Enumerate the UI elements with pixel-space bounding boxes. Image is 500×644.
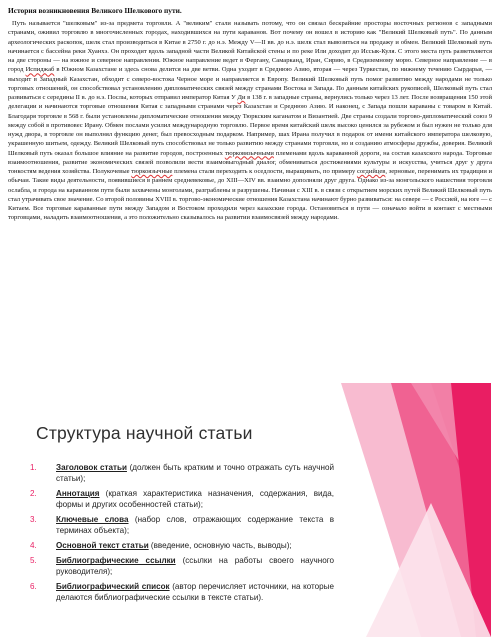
- slide-list-item: [22, 541, 334, 552]
- list-item-description: (автор перечисляет источники, на которые делаются библиографические ссылки в тексте статьи).: [56, 582, 334, 602]
- list-item-number: 1.: [30, 463, 37, 472]
- slide-list-item: [22, 463, 334, 484]
- list-item-number: 2.: [30, 488, 37, 498]
- document-body: [8, 19, 492, 223]
- list-item-term: Основной текст статьи: [56, 540, 149, 550]
- misspelled-word: Испиджаб: [25, 66, 55, 74]
- list-item-term: Заголовок статьи: [56, 463, 127, 472]
- list-item-number: 3.: [30, 514, 37, 524]
- slide-list-item: [22, 515, 334, 536]
- list-item-description: (введение, основную часть, выводы);: [148, 540, 292, 550]
- list-item-number: 6.: [30, 582, 37, 592]
- list-item-number: 5.: [30, 556, 37, 566]
- misspelled-word: тюрковязычными: [224, 149, 274, 157]
- slide-list-item: [22, 489, 334, 510]
- list-item-number: 4.: [30, 540, 37, 550]
- misspelled-word: согдийцев: [356, 168, 386, 175]
- misspelled-word: тюркоязычные: [131, 168, 173, 175]
- body-text-run: Путь называется "шелковым" из-за предмета торговли. А "великим" стали называть потому, что он связал бескрайние просторы восточных регионов с западными странами, оживил торговлю в многочисленных городах, находившихся на пути караванов. Вот почему он вошел в историю как "Великий Шелковый путь". По данным археологических раскопок, шелк стал производиться в Китае в 2750 г. до н.э. Между V—II вв. до н.э. шелк стал вывозиться на продажу и обмен. Великий Шелковый путь начинается с бассейна реки Хуанхэ. Он проходит вдоль западной части Великой Китайской стены и по реке Или доходит до Иссык-Куля. С этого места путь разветвляется на две стороны — на южное и северное направления. Южное направление ведет в Фергану, Самарканд, Иран, Сирию, в Средиземному морю. Северное направление — в город: [8, 20, 492, 74]
- slide-list-item: [22, 582, 334, 603]
- list-item-term: Библиографический список: [56, 582, 170, 592]
- list-item-term: Ключевые слова: [56, 514, 129, 524]
- list-item-term: Аннотация: [56, 488, 100, 498]
- slide-list: [22, 463, 334, 608]
- presentation-slide: [10, 383, 491, 637]
- body-text-run: племенами вдоль караванной дороги, на состав казахского народа. Торговые взаимоотношения, развитие экономических связей позволили вести взаимовыгодный диалог, обмениваться достижениями культуры и искусства, учиться друг у друга тонкостям ведения хозяйства. Полукочевые: [8, 149, 493, 175]
- slide-list-item: [22, 556, 334, 577]
- document-text-block: [8, 6, 492, 223]
- list-item-term: Библиографические ссылки: [56, 556, 176, 566]
- body-text-run: в Южном Казахстане и здесь снова делится на две ветви. Одна уходит в Среднюю Азию, вторая — через Туркестан, по нижнему течению Сырдарьи, — выходит в Западный Казахстан, обходит с северо-востока Черное море и направляется в Европу. Великий Шелковый путь помог развитию между народами не только торговых отношений, он способствовал установлению дипломатических связей между странами Востока и Запада. По данным китайских рукописей, Шелковый путь стал развиваться с середины II в. до н.э. Послы, которых отправил император Китая У: [8, 66, 492, 101]
- body-text-run: в 138 г. в западные страны, вернулись только через 13 лет. После возвращения 150 этой делегации и начинаются торговые отношения Китая с западными странами через Казахстан и Среднюю Азию. И наконец, с Запада пошли караваны с товаром в Китай. Благодаря торговле в 568 г. были установлены дипломатические отношения между Тюркским каганатом и Византией. Две страны создали торгово-дипломатический союз 9 между собой в противовес Ирану. Обмен послами усилил международную торговлю. Первое время китайский шелк высоко ценился за рубежом и был нужен не только для нужд двора, в торговле он выполнял функцию денег, был превосходным подарком. Например, шах Ирана получил в подарок от имени китайского императора шелковую, украшенную шитьем, одежду. Великий Шелковый путь способствовал не только развитию между странами торговли, но и созданию атмосферы дружбы, доверия. Великий Шелковый путь оказал большое влияние на развитие городов, построенных: [8, 94, 492, 157]
- document-title: История возникновения Великого Шелкового пути.: [8, 6, 182, 15]
- list-item-description: (ссылки на работы своего научного руководителя);: [56, 556, 334, 576]
- list-item-description: (набор слов, отражающих содержание текста в терминах объекта);: [56, 514, 334, 535]
- body-text-run: , зерновые, перенимать их традиции и обычаи. Такие виды деятельности, появившиеся в раннем средневековье, до XIII—XIV вв. взаимно дополняли друг друга. Однако из-за монгольского нашествия торговля ослабла, и города на караванном пути были захвачены монголами, разграблены и разрушены. Начиная с XIII в. в связи с открытием морских путей Великий Шелковый путь стал утрачивать свое значение. Со второй половины XVIII в. торгово-экономические отношения Казахстана начинают бурно развиваться: на севере — с Россией, на юге — с Китаем. Все торговые караванные пути между Западом и Востоком проходили через казахские города. Остановиться в пути — означало войти в контакт с местными торговцами, наладить взаимоотношения, а это положительно сказывалось на развитии взаимосвязей между народами.: [8, 168, 493, 222]
- misspelled-word: Ди: [237, 94, 246, 101]
- slide-title: Структура научной статьи: [36, 423, 253, 443]
- list-item-description: (краткая характеристика назначения, содержания, вида, формы и других особенностей статьи);: [56, 488, 334, 509]
- body-text-run: племена стали переходить к оседлости, выращивать, по примеру: [172, 168, 357, 175]
- list-item-description: (должен быть кратким и точно отражать суть научной статьи);: [56, 463, 334, 483]
